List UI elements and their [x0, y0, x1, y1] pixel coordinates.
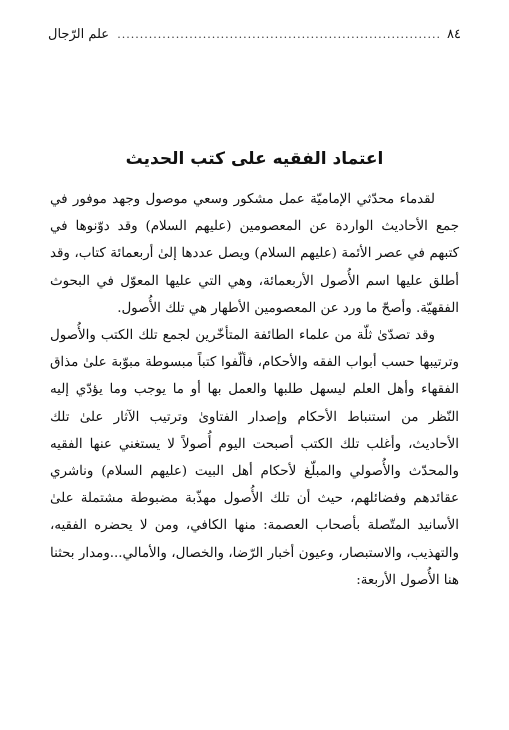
chapter-title: اعتماد الفقيه على كتب الحديث [125, 149, 384, 169]
page-number: ٨٤ [447, 27, 461, 42]
book-title: علم الرّجال [48, 27, 110, 42]
body-text [50, 186, 459, 594]
paragraph-2: وقد تصدّىٰ ثلّة من علماء الطائفة المتأخّرين لجمع تلك الكتب والأُصول وترتيبها حسب أبواب الفقه والأحكام، فألّفوا كتباً مبسوطة مبوّبة علىٰ مذاق الفقهاء وأهل العلم ليسهل طلبها والعمل بها أو ما يوجب وما يؤدّي إليه النّظر من استنباط الأحكام وإصدار الفتاوىٰ وترتيب الآثار علىٰ تلك الأحاديث، وأغلب تلك الكتب أصبحت اليوم أُصولاً لا يستغني عنها الفقيه والمحدّث والأُصولي والمبلّغ لأحكام أهل البيت (عليهم السلام) وناشري عقائدهم وفضائلهم، حيث أن تلك الأُصول مهذّبة مضبوطة مشتملة علىٰ الأسانيد المتّصلة بأصحاب العصمة: منها الكافي، ومن لا يحضره الفقيه، والتهذيب، والاستبصار، وعيون أخبار الرّضا، والخصال، والأمالي...ومدار بحثنا هنا الأُصول الأربعة: [50, 328, 459, 588]
header-leader-dots: ........................................................................ [117, 28, 442, 41]
paragraph-1: لقدماء محدّثي الإماميّة عمل مشكور وسعي موصول وجهد موفور في جمع الأحاديث الواردة عن المعصومين (عليهم السلام) وقد دوّنوها في كتبهم في عصر الأئمة (عليهم السلام) ويصل عددها إلىٰ أربعمائة كتاب، وقد أطلق عليها اسم الأُصول الأربعمائة، وهي التي عليها المعوّل في البحوث الفقهيّة. وأصحّ ما ورد عن المعصومين الأطهار هي تلك الأُصول. [50, 192, 459, 316]
running-header [48, 26, 461, 44]
